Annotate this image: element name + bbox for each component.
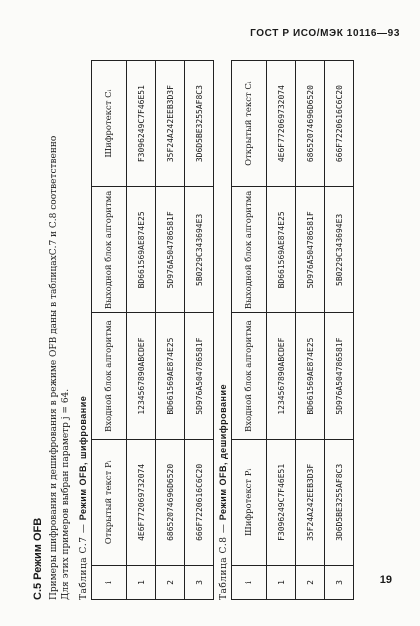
table-row: [325, 61, 354, 600]
table-cell: 2: [296, 566, 325, 600]
table-cell: BD661569AE874E25: [267, 187, 296, 313]
table-cell: 3: [185, 566, 214, 600]
intro-line-1: Примеры шифрования и дешифрования в режиме OFB даны в таблицахС.7 и С.8 соответственно: [49, 135, 59, 600]
column-header: Шифротекст Cᵢ: [92, 61, 127, 187]
table-cell: 35F24A242EEB3D3F: [296, 439, 325, 565]
table-cell: 666F7220616C6C20: [325, 61, 354, 187]
table-cell: 3: [325, 566, 354, 600]
table-cell: 666F7220616C6C20: [185, 439, 214, 565]
table-ofb-decryption: [231, 60, 354, 600]
table-cell: 68652074696D6520: [296, 61, 325, 187]
table-cell: 2: [156, 566, 185, 600]
table-cell: 3D6D5BE3255AF8C3: [325, 439, 354, 565]
column-header: i: [232, 566, 267, 600]
table-cell: 5D976A504786581F: [296, 187, 325, 313]
section-title: С.5 Режим OFB: [32, 517, 44, 600]
table-row: [296, 61, 325, 600]
column-header: Выходной блок алгоритма: [232, 187, 267, 313]
table-cell: 5D976A504786581F: [185, 313, 214, 439]
rotated-content: [32, 60, 382, 600]
table-header-row: [92, 61, 127, 600]
table-cell: BD661569AE874E25: [127, 187, 156, 313]
table-cell: 3D6D5BE3255AF8C3: [185, 61, 214, 187]
table-cell: 5D976A504786581F: [325, 313, 354, 439]
table-cell: 5B0229C343694E3: [185, 187, 214, 313]
column-header: Открытый текст Cᵢ: [232, 61, 267, 187]
table-cell: 35F24A242EEB3D3F: [156, 61, 185, 187]
table-cell: 1: [267, 566, 296, 600]
table2-caption-title: Режим OFB, дешифрование: [218, 384, 228, 521]
table-cell: F3096249C7F46E51: [127, 61, 156, 187]
column-header: Выходной блок алгоритма: [92, 187, 127, 313]
table-header-row: [232, 61, 267, 600]
column-header: Шифротекст Pᵢ: [232, 439, 267, 565]
table-cell: 5D976A504786581F: [156, 187, 185, 313]
table-cell: BD661569AE874E25: [296, 313, 325, 439]
table2-caption: [218, 60, 229, 600]
table-cell: 1234567890ABCDEF: [127, 313, 156, 439]
intro-line-2: Для этих примеров выбран параметр j = 64.: [61, 388, 71, 600]
table1-caption-title: Режим OFB, шифрование: [78, 395, 88, 521]
table2-caption-prefix: Таблица С.8 —: [219, 523, 229, 600]
table-row: [267, 61, 296, 600]
column-header: Открытый текст Pᵢ: [92, 439, 127, 565]
table1-caption: [78, 60, 89, 600]
table-cell: 4E6F772069732074: [127, 439, 156, 565]
document-header: ГОСТ Р ИСО/МЭК 10116—93: [250, 28, 400, 39]
table-row: [185, 61, 214, 600]
table-cell: 5B0229C343694E3: [325, 187, 354, 313]
table-row: [156, 61, 185, 600]
column-header: i: [92, 566, 127, 600]
table-cell: 68652074696D6520: [156, 439, 185, 565]
table-cell: F3096249C7F46E51: [267, 439, 296, 565]
column-header: Входной блок алгоритма: [232, 313, 267, 439]
table-cell: 4E6F772069732074: [267, 61, 296, 187]
column-header: Входной блок алгоритма: [92, 313, 127, 439]
table-cell: 1234567890ABCDEF: [267, 313, 296, 439]
table-cell: 1: [127, 566, 156, 600]
page-number: 19: [379, 574, 392, 586]
table-row: [127, 61, 156, 600]
table-cell: BD661569AE874E25: [156, 313, 185, 439]
table1-caption-prefix: Таблица С.7 —: [79, 523, 89, 600]
table-ofb-encryption: [91, 60, 214, 600]
